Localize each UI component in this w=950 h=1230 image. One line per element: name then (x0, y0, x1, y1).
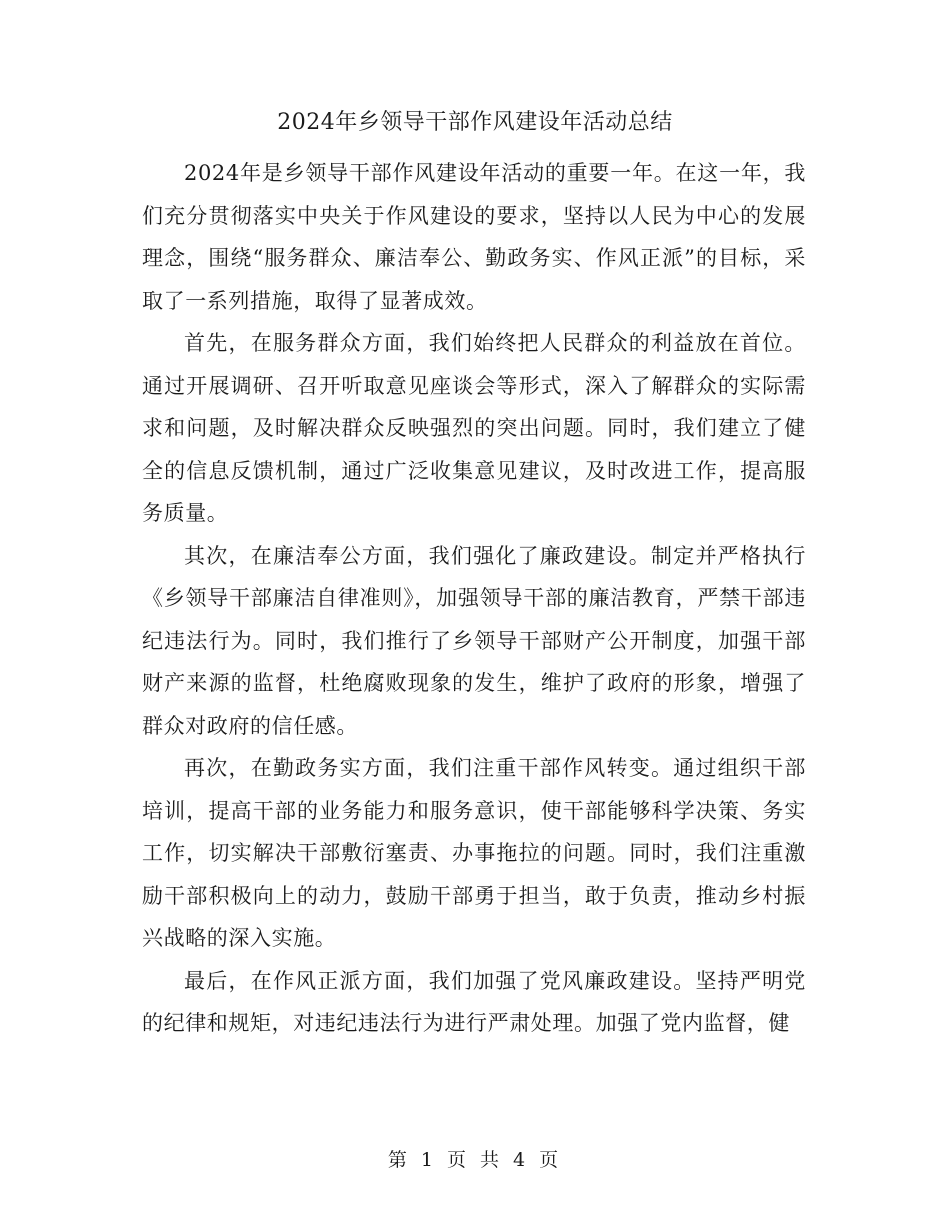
paragraph-intro: 2024年是乡领导干部作风建设年活动的重要一年。在这一年，我们充分贯彻落实中央关于作风建设的要求，坚持以人民为中心的发展理念，围绕“服务群众、廉洁奉公、勤政务实、作风正派”的目标，采取了一系列措施，取得了显著成效。 (142, 161, 806, 313)
document-title: 2024年乡领导干部作风建设年活动总结 (277, 110, 673, 135)
document-body (142, 152, 806, 1045)
page-footer: 第 1 页 共 4 页 (387, 1149, 563, 1171)
paragraph-serving-people: 首先，在服务群众方面，我们始终把人民群众的利益放在首位。通过开展调研、召开听取意见座谈会等形式，深入了解群众的实际需求和问题，及时解决群众反映强烈的突出问题。同时，我们建立了健全的信息反馈机制，通过广泛收集意见建议，及时改进工作，提高服务质量。 (142, 331, 806, 525)
paragraph-conduct: 最后，在作风正派方面，我们加强了党风廉政建设。坚持严明党的纪律和规矩，对违纪违法行为进行严肃处理。加强了党内监督，健 (142, 968, 806, 1035)
paragraph-integrity: 其次，在廉洁奉公方面，我们强化了廉政建设。制定并严格执行《乡领导干部廉洁自律准则》，加强领导干部的廉洁教育，严禁干部违纪违法行为。同时，我们推行了乡领导干部财产公开制度，加强干部财产来源的监督，杜绝腐败现象的发生，维护了政府的形象，增强了群众对政府的信任感。 (142, 543, 806, 738)
paragraph-diligence: 再次，在勤政务实方面，我们注重干部作风转变。通过组织干部培训，提高干部的业务能力和服务意识，使干部能够科学决策、务实工作，切实解决干部敷衍塞责、办事拖拉的问题。同时，我们注重激励干部积极向上的动力，鼓励干部勇于担当，敢于负责，推动乡村振兴战略的深入实施。 (142, 756, 806, 950)
